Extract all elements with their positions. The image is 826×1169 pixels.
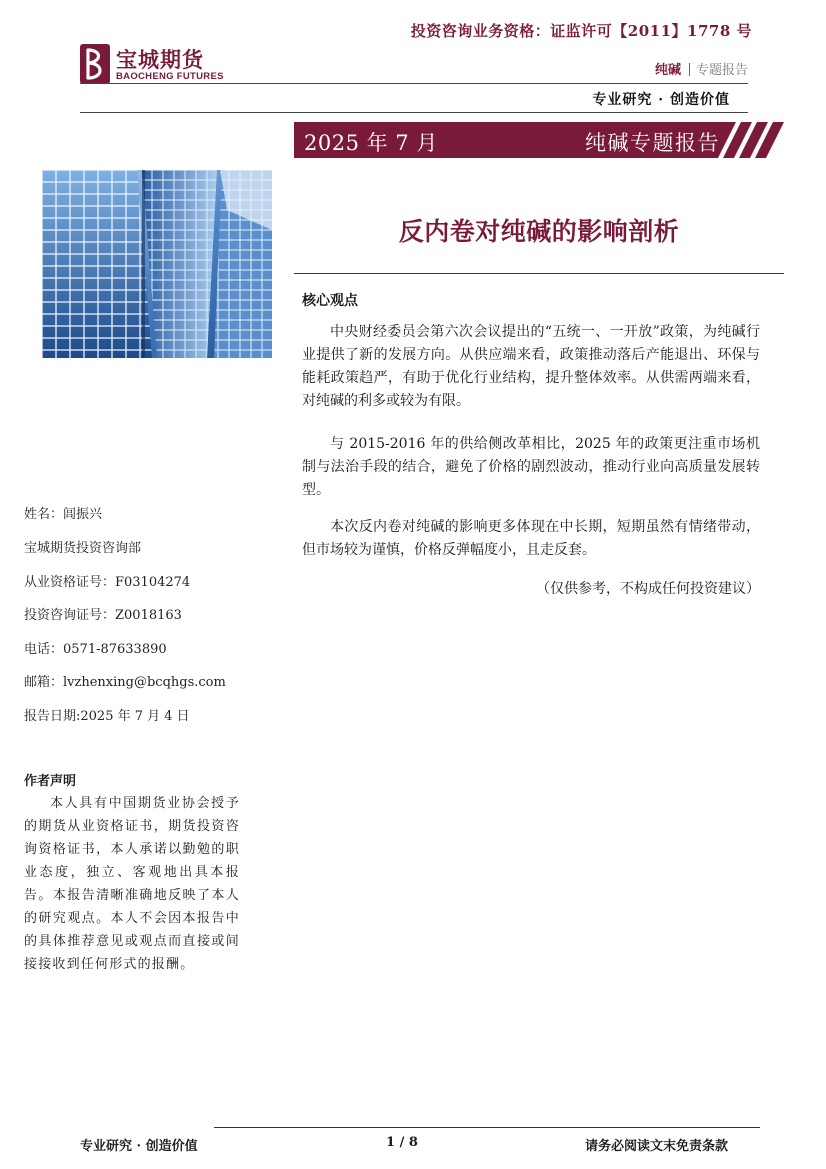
report-banner	[294, 122, 784, 158]
page-number: 1 / 8	[386, 1135, 418, 1150]
report-title: 反内卷对纯碱的影响剖析	[398, 217, 680, 246]
footer-divider	[214, 1127, 760, 1128]
footer-slogan: 专业研究 · 创造价值	[80, 1139, 198, 1154]
author-statement-heading: 作者声明	[24, 774, 77, 789]
core-view-paragraph: 本次反内卷对纯碱的影响更多体现在中长期，短期虽然有情绪带动，但市场较为谨慎，价格反弹幅度小，且走反套。	[302, 519, 760, 558]
title-divider	[294, 273, 784, 274]
analyst-name: 姓名：闾振兴	[24, 507, 103, 522]
header-slogan: 专业研究 · 创造价值	[592, 92, 730, 108]
category-label: 纯碱	[654, 63, 681, 78]
license-text: 投资咨询业务资格：证监许可【2011】1778 号	[410, 22, 752, 40]
report-category	[655, 59, 748, 78]
banner-date: 2025 年 7 月	[304, 131, 438, 155]
company-logo	[80, 44, 280, 86]
analyst-consulting-cert: 投资咨询证号：Z0018163	[24, 608, 182, 623]
core-view-paragraph: 与 2015-2016 年的供给侧改革相比，2025 年的政策更注重市场机制与法治手段的结合，避免了价格的剧烈波动，推动行业向高质量发展转型。	[302, 436, 760, 498]
company-logo-icon	[80, 44, 110, 84]
investment-disclaimer: （仅供参考，不构成任何投资建议）	[536, 581, 760, 597]
report-type-label: 专题报告	[695, 63, 748, 78]
report-date: 报告日期:2025 年 7 月 4 日	[24, 709, 190, 724]
section-heading: 核心观点	[302, 293, 358, 309]
banner-title: 纯碱专题报告	[585, 131, 720, 155]
author-statement-text: 本人具有中国期货业协会授予的期货从业资格证书，期货投资咨询资格证书，本人承诺以勤勉的职业态度，独立、客观地出具本报告。本报告清晰准确地反映了本人的研究观点。本人不会因本报告中的具体推荐意见或观点而直接或间接接收到任何形式的报酬。	[24, 796, 240, 972]
company-name-en: BAOCHENG FUTURES	[116, 71, 224, 82]
category-divider	[689, 63, 690, 76]
header-divider	[80, 83, 748, 84]
analyst-department: 宝城期货投资咨询部	[24, 541, 142, 556]
analyst-phone: 电话：0571-87633890	[24, 642, 167, 657]
cover-building-image	[42, 170, 272, 358]
header-divider	[80, 112, 748, 113]
company-name: 宝城期货	[116, 48, 204, 72]
analyst-qualification: 从业资格证号：F03104274	[24, 575, 191, 590]
core-view-paragraph: 中央财经委员会第六次会议提出的“五统一、一开放”政策，为纯碱行业提供了新的发展方向。从供应端来看，政策推动落后产能退出、环保与能耗政策趋严，有助于优化行业结构，提升整体效率。从供需两端来看，对纯碱的利多或较为有限。	[302, 324, 760, 409]
analyst-email[interactable]: 邮箱：lvzhenxing@bcqhgs.com	[24, 675, 226, 690]
footer-notice: 请务必阅读文末免责条款	[584, 1139, 728, 1154]
